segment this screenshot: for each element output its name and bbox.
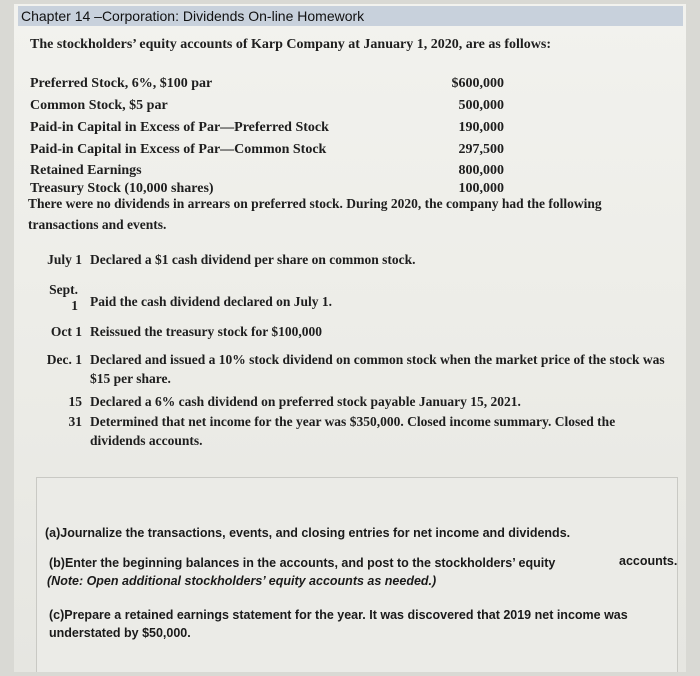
question-c: (c)Prepare a retained earnings statement for the year. It was discovered that 2019 net income was understated by $50,000. [49, 608, 628, 640]
account-label: Retained Earnings [30, 163, 142, 178]
account-amount: 297,500 [458, 142, 504, 157]
homework-page [14, 4, 686, 672]
account-amount: 800,000 [458, 163, 504, 178]
chapter-header: Chapter 14 –Corporation: Dividends On-line Homework [18, 6, 683, 26]
intro-text: The stockholders’ equity accounts of Karp Company at January 1, 2020, are as follows: [30, 37, 551, 52]
account-amount: 500,000 [458, 98, 504, 113]
event-date: 31 [68, 414, 82, 429]
account-label: Common Stock, $5 par [30, 98, 168, 113]
account-row [30, 95, 670, 117]
account-row [30, 117, 670, 139]
account-amount: $600,000 [451, 76, 504, 91]
event-date: July 1 [47, 252, 82, 267]
event-date: 15 [68, 394, 82, 409]
questions-panel [36, 477, 678, 672]
event-text: Declared and issued a 10% stock dividend on common stock when the market price of the stock was $15 per share. [90, 352, 665, 386]
question-b-tail: accounts. [619, 554, 678, 568]
account-label: Paid-in Capital in Excess of Par—Preferred Stock [30, 120, 329, 135]
account-amount: 100,000 [458, 181, 504, 196]
event-text: Determined that net income for the year was $350,000. Closed income summary. Closed the dividends accounts. [90, 414, 616, 448]
account-row [30, 139, 670, 161]
event-text: Declared a 6% cash dividend on preferred stock payable January 15, 2021. [90, 394, 521, 409]
question-b: (b)Enter the beginning balances in the accounts, and post to the stockholders’ equity [49, 556, 556, 570]
account-row [30, 161, 670, 180]
event-text: Reissued the treasury stock for $100,000 [90, 324, 322, 339]
dividend-note: There were no dividends in arrears on preferred stock. During 2020, the company had the following transactions and events. [28, 196, 602, 232]
question-b-note: (Note: Open additional stockholders’ equity accounts as needed.) [47, 574, 437, 588]
question-a: (a)Journalize the transactions, events, and closing entries for net income and dividends. [45, 526, 571, 540]
account-label: Preferred Stock, 6%, $100 par [30, 76, 213, 91]
event-text: Paid the cash dividend declared on July 1. [90, 294, 333, 309]
equity-accounts-table [30, 73, 670, 197]
account-label: Paid-in Capital in Excess of Par—Common Stock [30, 142, 327, 157]
event-text: Declared a $1 cash dividend per share on common stock. [90, 252, 416, 267]
event-date: Dec. 1 [46, 352, 82, 367]
event-date: Sept. 1 [49, 282, 78, 313]
account-row [30, 73, 670, 95]
event-date: Oct 1 [50, 324, 82, 339]
account-amount: 190,000 [458, 120, 504, 135]
account-label: Treasury Stock (10,000 shares) [30, 181, 214, 196]
